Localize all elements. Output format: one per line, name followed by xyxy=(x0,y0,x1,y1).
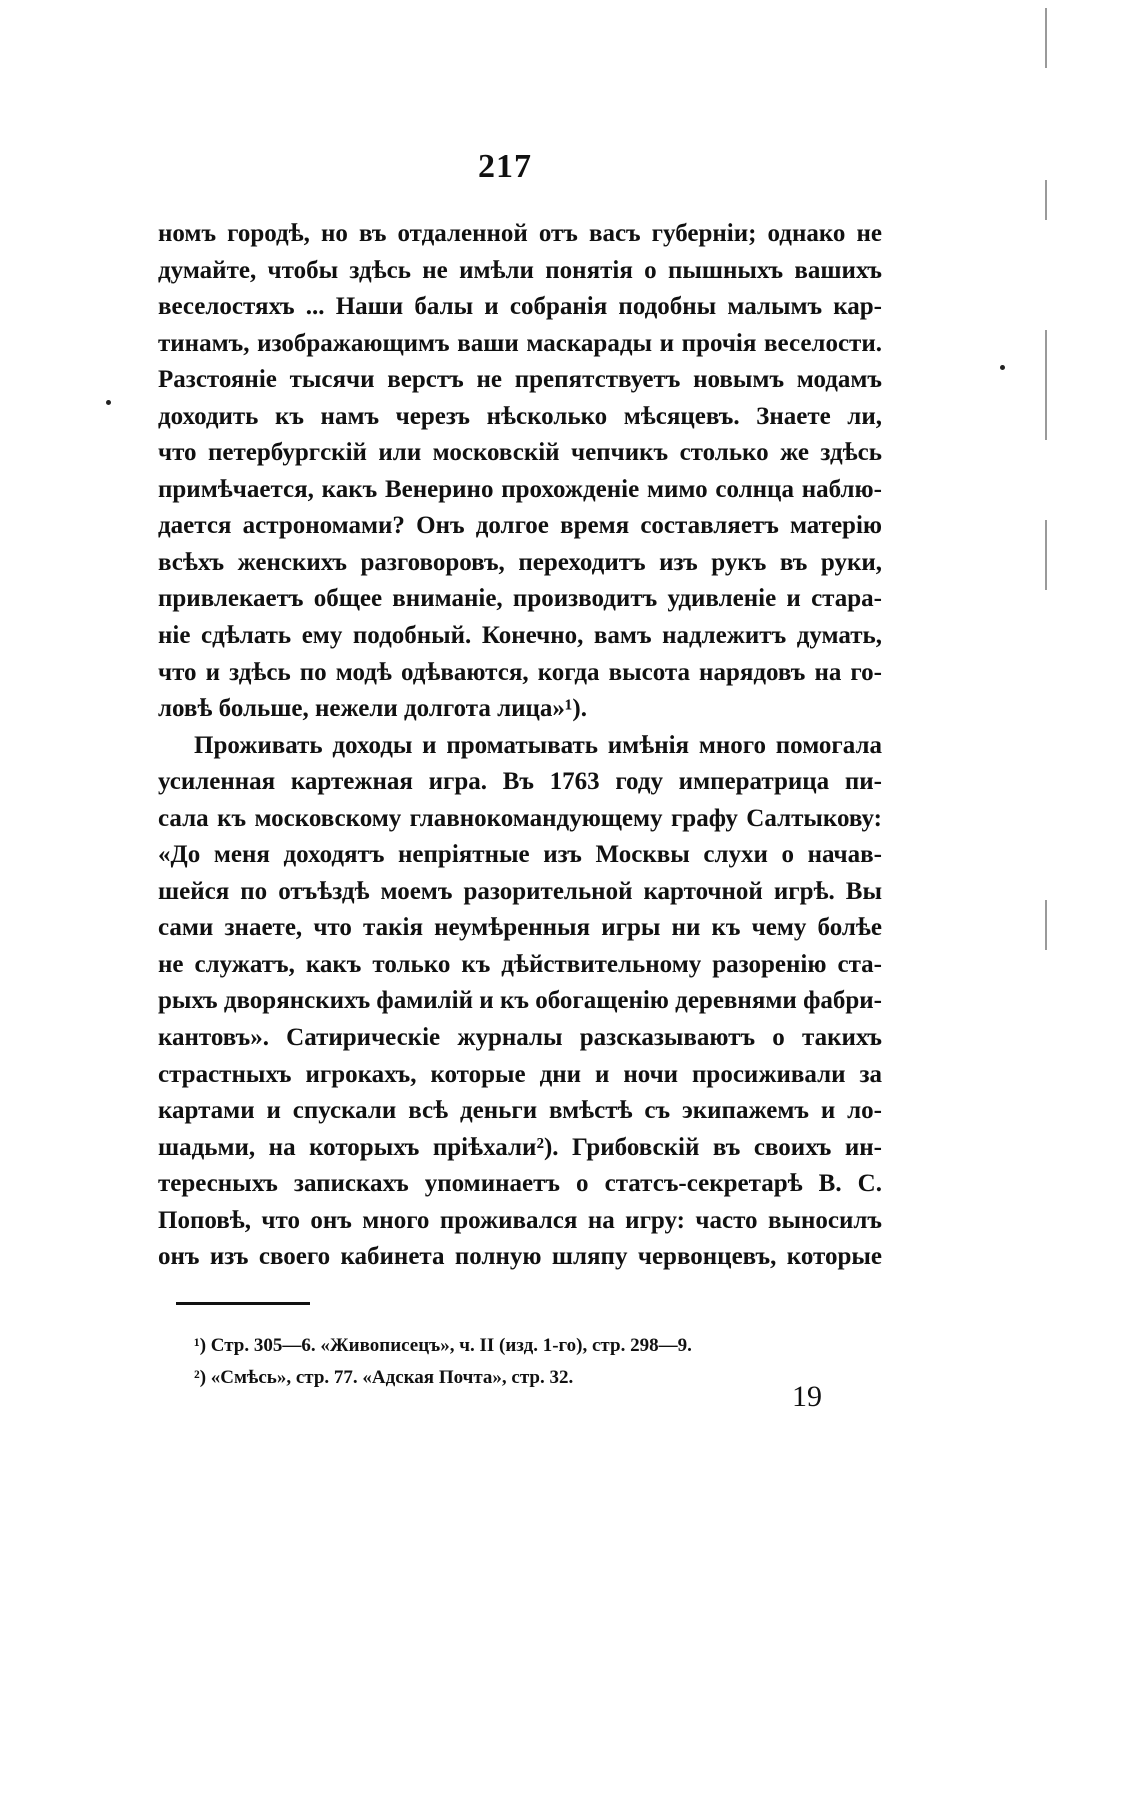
text-line: дается астрономами? Онъ долгое время составляетъ матерію xyxy=(158,512,882,540)
text-line: рыхъ дворянскихъ фамилій и къ обогащенію деревнями фабри- xyxy=(158,987,882,1015)
footnote: ¹) Стр. 305—6. «Живописецъ», ч. II (изд. 1-го), стр. 298—9. xyxy=(194,1335,692,1356)
text-line: картами и спускали всѣ деньги вмѣстѣ съ экипажемъ и ло- xyxy=(158,1097,882,1125)
scan-edge-mark xyxy=(1045,520,1047,590)
text-line: сами знаете, что такія неумѣренныя игры ни къ чему болѣе xyxy=(158,914,882,942)
text-line: тинамъ, изображающимъ ваши маскарады и прочія веселости. xyxy=(158,329,882,357)
text-line: тересныхъ запискахъ упоминаетъ о статсъ-секретарѣ В. С. xyxy=(158,1170,882,1198)
text-line: что и здѣсь по модѣ одѣваются, когда высота нарядовъ на го- xyxy=(158,658,882,686)
footnote-rule xyxy=(176,1302,310,1305)
signature-mark: 19 xyxy=(792,1380,822,1413)
text-line: страстныхъ игрокахъ, которые дни и ночи просиживали за xyxy=(158,1060,882,1088)
scan-edge-mark xyxy=(1045,8,1047,68)
scan-edge-mark xyxy=(1045,180,1047,220)
footnote: ²) «Смѣсь», стр. 77. «Адская Почта», стр. 32. xyxy=(194,1367,574,1388)
text-line: кантовъ». Сатирическіе журналы разсказываютъ о такихъ xyxy=(158,1024,882,1052)
text-line: усиленная картежная игра. Въ 1763 году императрица пи- xyxy=(158,768,882,796)
body-text xyxy=(158,216,882,1276)
text-line: онъ изъ своего кабинета полную шляпу червонцевъ, которые xyxy=(158,1243,882,1271)
text-line: ніе сдѣлать ему подобный. Конечно, вамъ надлежитъ думать, xyxy=(158,622,882,650)
text-line: думайте, чтобы здѣсь не имѣли понятія о пышныхъ вашихъ xyxy=(158,256,882,284)
ink-speck xyxy=(1000,365,1005,370)
paragraph-end-line: ловѣ больше, нежели долгота лица»¹). xyxy=(158,695,588,723)
book-page xyxy=(70,0,1070,1818)
text-line: шейся по отъѣздѣ моемъ разорительной карточной игрѣ. Вы xyxy=(158,877,882,905)
ink-speck xyxy=(106,400,111,405)
text-line: примѣчается, какъ Венерино прохожденіе мимо солнца наблю- xyxy=(158,475,882,503)
text-line: сала къ московскому главнокомандующему графу Салтыкову: xyxy=(158,804,882,832)
page-number: 217 xyxy=(478,148,532,185)
scan-edge-mark xyxy=(1045,900,1047,950)
text-line: «До меня доходятъ непріятные изъ Москвы слухи о начав- xyxy=(158,841,882,869)
scan-edge-mark xyxy=(1045,330,1047,440)
paragraph-first-line: Проживать доходы и проматывать имѣнія много помогала xyxy=(194,731,882,759)
text-line: не служатъ, какъ только къ дѣйствительному разоренію ста- xyxy=(158,950,882,978)
text-line: всѣхъ женскихъ разговоровъ, переходитъ изъ рукъ въ руки, xyxy=(158,548,882,576)
footnotes xyxy=(194,1330,894,1394)
text-line: шадьми, на которыхъ пріѣхали²). Грибовскій въ своихъ ин- xyxy=(158,1133,882,1161)
text-line: Поповѣ, что онъ много проживался на игру: часто выносилъ xyxy=(158,1206,882,1234)
text-line: веселостяхъ ... Наши балы и собранія подобны малымъ кар- xyxy=(158,293,882,321)
text-line: Разстояніе тысячи верстъ не препятствуетъ новымъ модамъ xyxy=(158,366,882,394)
text-line: привлекаетъ общее вниманіе, производитъ удивленіе и стара- xyxy=(158,585,882,613)
text-line: номъ городѣ, но въ отдаленной отъ васъ губерніи; однако не xyxy=(158,220,882,247)
text-line: доходить къ намъ черезъ нѣсколько мѣсяцевъ. Знаете ли, xyxy=(158,402,882,430)
text-line: что петербургскій или московскій чепчикъ столько же здѣсь xyxy=(158,439,882,467)
